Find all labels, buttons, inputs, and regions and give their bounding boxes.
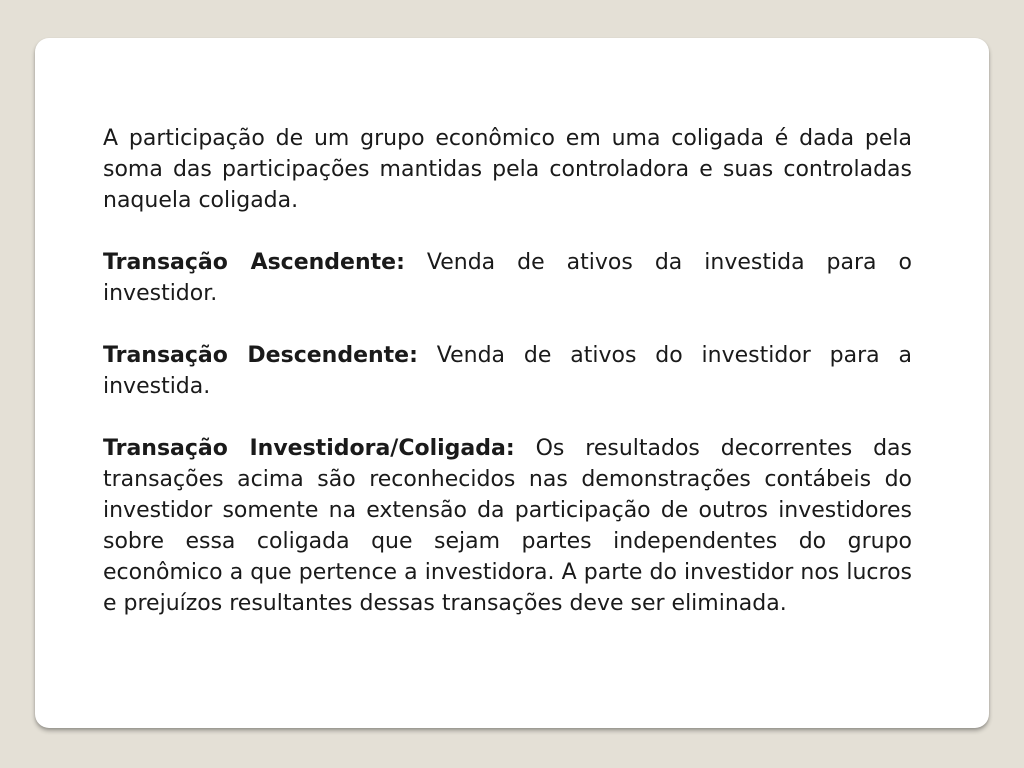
definition-ascendente [103, 247, 912, 309]
definition-term: Transação Ascendente: [103, 250, 405, 275]
definition-investidora-coligada [103, 433, 912, 619]
definition-term: Transação Descendente: [103, 343, 418, 368]
definition-text: Venda de ativos do investidor para a investida. [103, 343, 912, 399]
definition-text: Os resultados decorrentes das transações acima são reconhecidos nas demonstrações contábeis do investidor somente na extensão da participação de outros investidores sobre essa coligada que sejam partes independentes do grupo econômico a que pertence a investidora. A parte do investidor nos lucros e prejuízos resultantes dessas transações deve ser eliminada. [103, 436, 912, 616]
slide-body [103, 123, 912, 619]
definition-term: Transação Investidora/Coligada: [103, 436, 515, 461]
definition-descendente [103, 340, 912, 402]
definition-text: Venda de ativos da investida para o investidor. [103, 250, 912, 306]
intro-paragraph: A participação de um grupo econômico em uma coligada é dada pela soma das participações mantidas pela controladora e suas controladas naquela coligada. [103, 126, 912, 213]
